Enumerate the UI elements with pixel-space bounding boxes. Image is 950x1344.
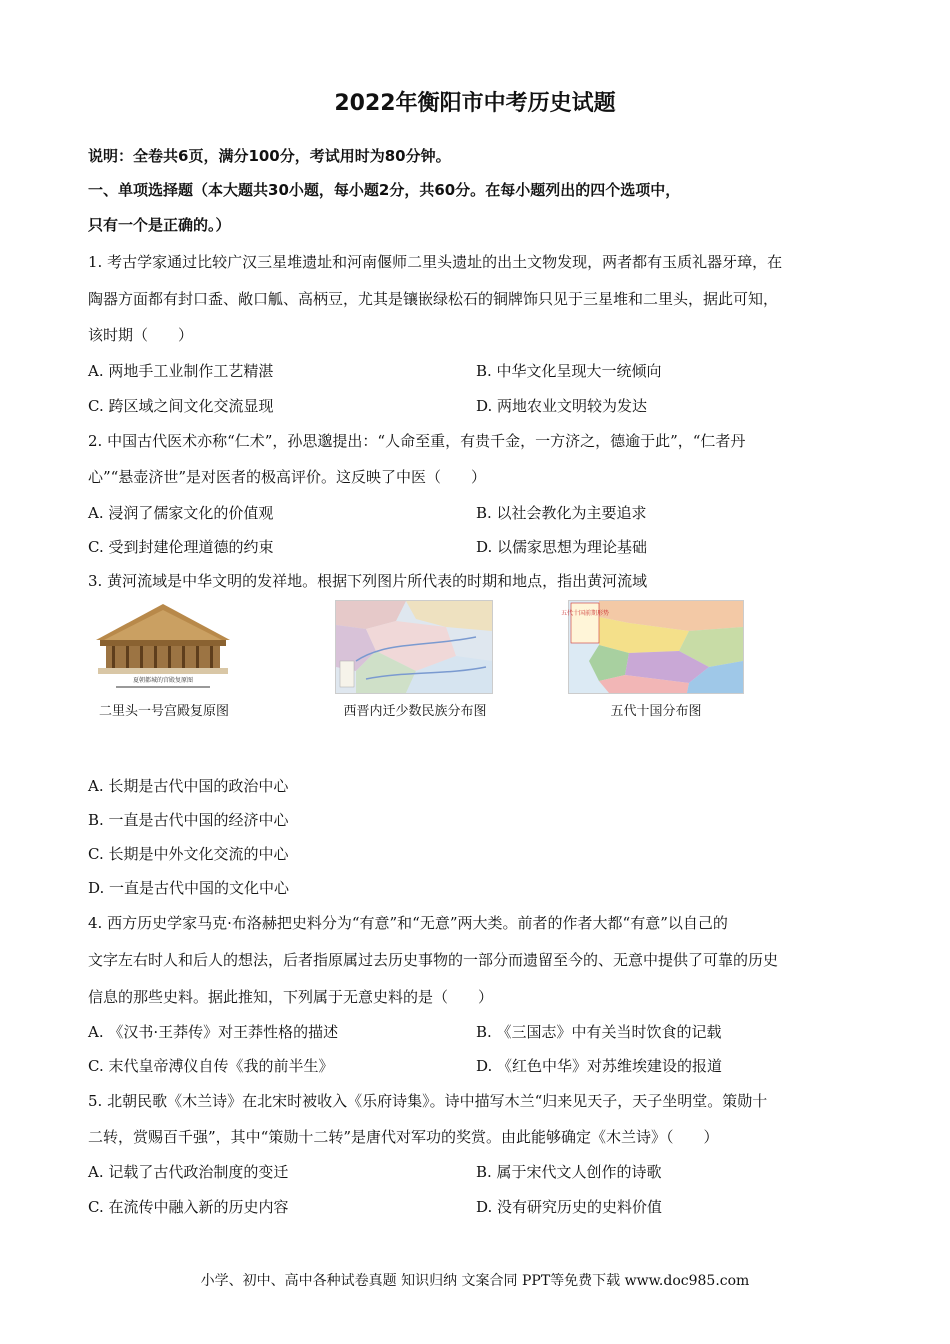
q2-option-d: D. 以儒家思想为理论基础 <box>476 538 648 556</box>
q5-option-c: C. 在流传中融入新的历史内容 <box>88 1198 289 1216</box>
q5-option-a: A. 记载了古代政治制度的变迁 <box>88 1163 289 1181</box>
q5-stem-line2: 二转，赏赐百千强”，其中“策勋十二转”是唐代对军功的奖赏。由此能够确定《木兰诗》（ ） <box>88 1128 719 1146</box>
q1-stem-line3: 该时期（ ） <box>88 326 194 344</box>
map-inner-label: 五代十国前期形势 <box>560 610 610 617</box>
q4-option-c: C. 末代皇帝溥仪自传《我的前半生》 <box>88 1057 334 1075</box>
figure-caption-palace: 二里头一号宫殿复原图 <box>98 704 229 719</box>
q5-option-d: D. 没有研究历史的史料价值 <box>476 1198 663 1216</box>
western-jin-map-image <box>335 600 493 694</box>
q4-option-b: B. 《三国志》中有关当时饮食的记载 <box>476 1023 722 1041</box>
palace-image <box>86 600 240 694</box>
page-title: 2022年衡阳市中考历史试题 <box>334 91 616 116</box>
q1-option-d: D. 两地农业文明较为发达 <box>476 397 648 415</box>
q4-option-d: D. 《红色中华》对苏维埃建设的报道 <box>476 1057 723 1075</box>
q4-stem-line3: 信息的那些史料。据此推知，下列属于无意史料的是（ ） <box>88 988 494 1006</box>
q4-option-a: A. 《汉书·王莽传》对王莽性格的描述 <box>88 1023 339 1041</box>
q3-stem: 3. 黄河流域是中华文明的发祥地。根据下列图片所代表的时期和地点，指出黄河流域 <box>88 572 648 590</box>
five-dynasties-map-image <box>560 600 744 694</box>
q5-option-b: B. 属于宋代文人创作的诗歌 <box>476 1163 662 1181</box>
q3-option-b: B. 一直是古代中国的经济中心 <box>88 811 289 829</box>
figure-palace-reconstruction <box>86 600 242 719</box>
exam-instructions: 说明：全卷共6页，满分100分，考试用时为80分钟。 <box>88 147 451 165</box>
q2-option-a: A. 浸润了儒家文化的价值观 <box>88 504 274 522</box>
q2-stem-line1: 2. 中国古代医术亦称“仁术”，孙思邈提出：“人命至重，有贵千金，一方济之，德逾于此”，“仁者丹 <box>88 432 746 450</box>
q3-option-d: D. 一直是古代中国的文化中心 <box>88 879 290 897</box>
q1-stem-line2: 陶器方面都有封口盉、敞口觚、高柄豆，尤其是镶嵌绿松石的铜牌饰只见于三星堆和二里头，据此可知， <box>88 290 779 308</box>
q4-stem-line2: 文字左右时人和后人的想法，后者指原属过去历史事物的一部分而遗留至今的、无意中提供了可靠的历史 <box>88 951 779 969</box>
q1-option-b: B. 中华文化呈现大一统倾向 <box>476 362 662 380</box>
page-footer: 小学、初中、高中各种试卷真题 知识归纳 文案合同 PPT等免费下载 www.doc985.com <box>200 1273 750 1289</box>
palace-inner-label: 夏朝都城的宫殿复原图 <box>132 677 194 684</box>
q5-stem-line1: 5. 北朝民歌《木兰诗》在北宋时被收入《乐府诗集》。诗中描写木兰“归来见天子，天子坐明堂。策勋十 <box>88 1092 768 1110</box>
figure-five-dynasties-map <box>560 600 744 719</box>
q1-option-a: A. 两地手工业制作工艺精湛 <box>88 362 274 380</box>
q1-option-c: C. 跨区域之间文化交流显现 <box>88 397 274 415</box>
q1-stem-line1: 1. 考古学家通过比较广汉三星堆遗址和河南偃师二里头遗址的出土文物发现，两者都有玉质礼器牙璋，在 <box>88 253 783 271</box>
q2-stem-line2: 心”“悬壶济世”是对医者的极高评价。这反映了中医（ ） <box>88 468 487 486</box>
q2-option-c: C. 受到封建伦理道德的约束 <box>88 538 274 556</box>
section-heading-line1: 一、单项选择题（本大题共30小题，每小题2分，共60分。在每小题列出的四个选项中， <box>88 181 681 199</box>
q3-option-a: A. 长期是古代中国的政治中心 <box>88 777 289 795</box>
q4-stem-line1: 4. 西方历史学家马克·布洛赫把史料分为“有意”和“无意”两大类。前者的作者大都“有意”以自己的 <box>88 914 728 932</box>
figure-caption-five-dynasties: 五代十国分布图 <box>610 704 702 719</box>
figure-western-jin-map <box>335 600 495 719</box>
figure-caption-western-jin: 西晋内迁少数民族分布图 <box>343 704 487 719</box>
q3-option-c: C. 长期是中外文化交流的中心 <box>88 845 289 863</box>
q2-option-b: B. 以社会教化为主要追求 <box>476 504 647 522</box>
section-heading-line2: 只有一个是正确的。） <box>88 216 231 234</box>
